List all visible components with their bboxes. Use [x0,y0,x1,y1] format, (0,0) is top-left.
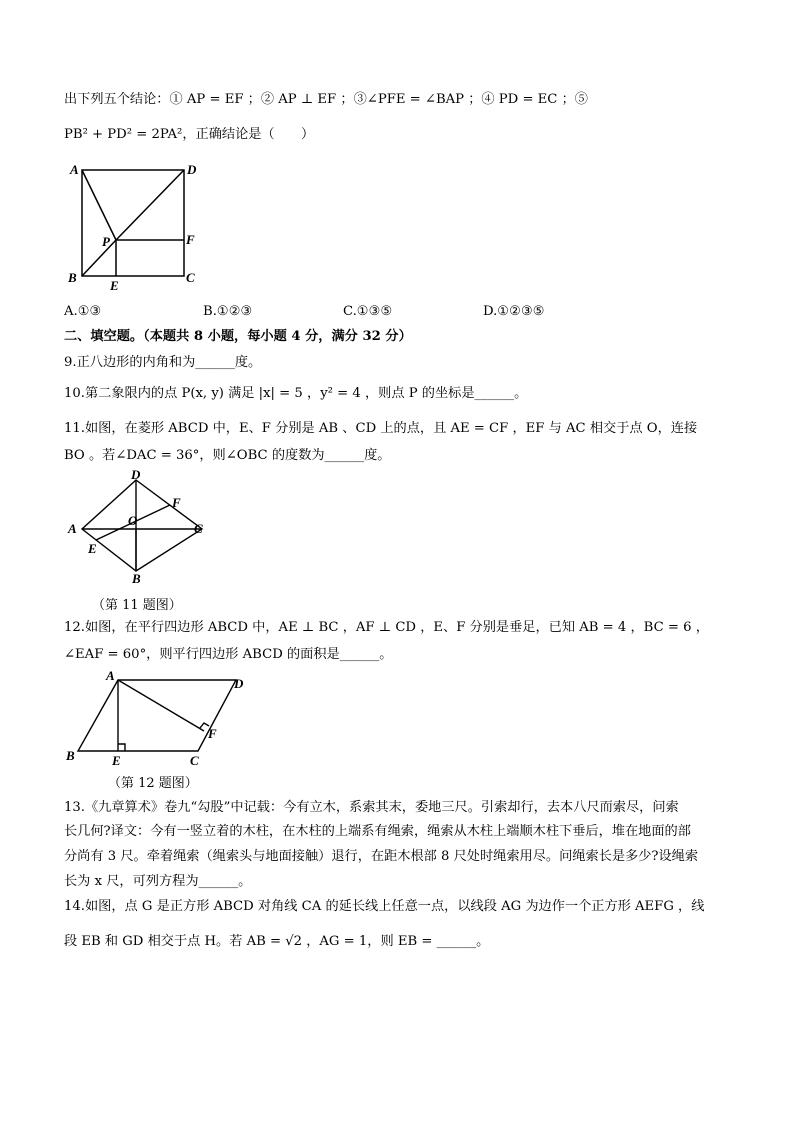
q13-line2: 长几何?译文：今有一竖立着的木柱，在木柱的上端系有绳索，绳索从木柱上端顺木柱下垂后，堆在地面的部 [64,824,691,839]
q10-text: 10.第二象限内的点 P(x, y) 满足 |x| = 5 ，y² = 4 ，则点 P 的坐标是______。 [64,386,528,401]
q13-line1: 13.《九章算术》卷九“勾股”中记载：今有立木，系索其末，委地三尺。引索却行，去本八尺而索尽，问索 [64,800,679,815]
q12-caption: （第 12 题图） [108,776,198,791]
q11-label-f: F [172,495,181,510]
q8-option-d[interactable]: D.①②③⑤ [483,304,545,319]
q11-line2: BO 。若∠DAC = 36°，则∠OBC 的度数为______度。 [64,448,391,463]
q8-label-e: E [110,278,119,292]
section2-title: 二、填空题。（本题共 8 小题，每小题 4 分，满分 32 分） [64,329,412,344]
q8-label-c: C [186,270,195,285]
q11-rhombus-figure [60,467,220,593]
q8-label-d: D [187,162,197,177]
q11-label-o: O [128,513,138,528]
q8-label-p: P [102,234,110,249]
q11-label-b: B [132,571,141,586]
q8-label-f: F [186,232,195,247]
q8-statement-line1: 出下列五个结论：① AP = EF ；② AP ⊥ EF ；③∠PFE = ∠BAP ；④ PD = EC ；⑤ [64,92,588,107]
q12-parallelogram-figure [60,668,260,776]
q9-text: 9.正八边形的内角和为______度。 [64,355,262,370]
q8-option-b[interactable]: B.①②③ [203,304,253,319]
q8-label-b: B [68,270,77,285]
q11-label-c: C [194,521,203,536]
q12-label-c: C [190,753,199,768]
q12-line2: ∠EAF = 60°，则平行四边形 ABCD 的面积是______。 [64,647,393,662]
q14-line1: 14.如图，点 G 是正方形 ABCD 对角线 CA 的延长线上任意一点，以线段 AG 为边作一个正方形 AEFG ，线 [64,899,705,914]
q11-label-a: A [68,521,77,536]
q11-label-e: E [88,541,97,556]
q8-square-figure [62,158,212,296]
q8-option-a[interactable]: A.①③ [64,304,102,319]
q8-statement-line2: PB² + PD² = 2PA²，正确结论是（ ） [64,127,315,142]
q11-caption: （第 11 题图） [92,598,182,613]
q12-label-e: E [112,753,121,768]
q12-label-f: F [208,726,217,741]
q8-label-a: A [70,162,79,177]
q12-label-a: A [106,668,115,683]
q12-line1: 12.如图，在平行四边形 ABCD 中，AE ⊥ BC ，AF ⊥ CD ，E、F 分别是垂足，已知 AB = 4 ，BC = 6 ， [64,620,709,635]
q11-line1: 11.如图，在菱形 ABCD 中，E、F 分别是 AB 、CD 上的点，且 AE = CF ，EF 与 AC 相交于点 O，连接 [64,421,698,436]
q12-label-d: D [234,676,244,691]
q11-label-d: D [131,467,141,482]
q8-option-c[interactable]: C.①③⑤ [343,304,393,319]
q13-line3: 分尚有 3 尺。牵着绳索（绳索头与地面接触）退行，在距木根部 8 尺处时绳索用尽。问绳索长是多少?设绳索 [64,849,699,864]
q14-line2: 段 EB 和 GD 相交于点 H。若 AB = √2 ，AG = 1，则 EB = ______。 [64,934,490,949]
q12-label-b: B [66,748,75,763]
q8-options [64,302,704,322]
q13-line4: 长为 x 尺，可列方程为______。 [64,874,252,889]
